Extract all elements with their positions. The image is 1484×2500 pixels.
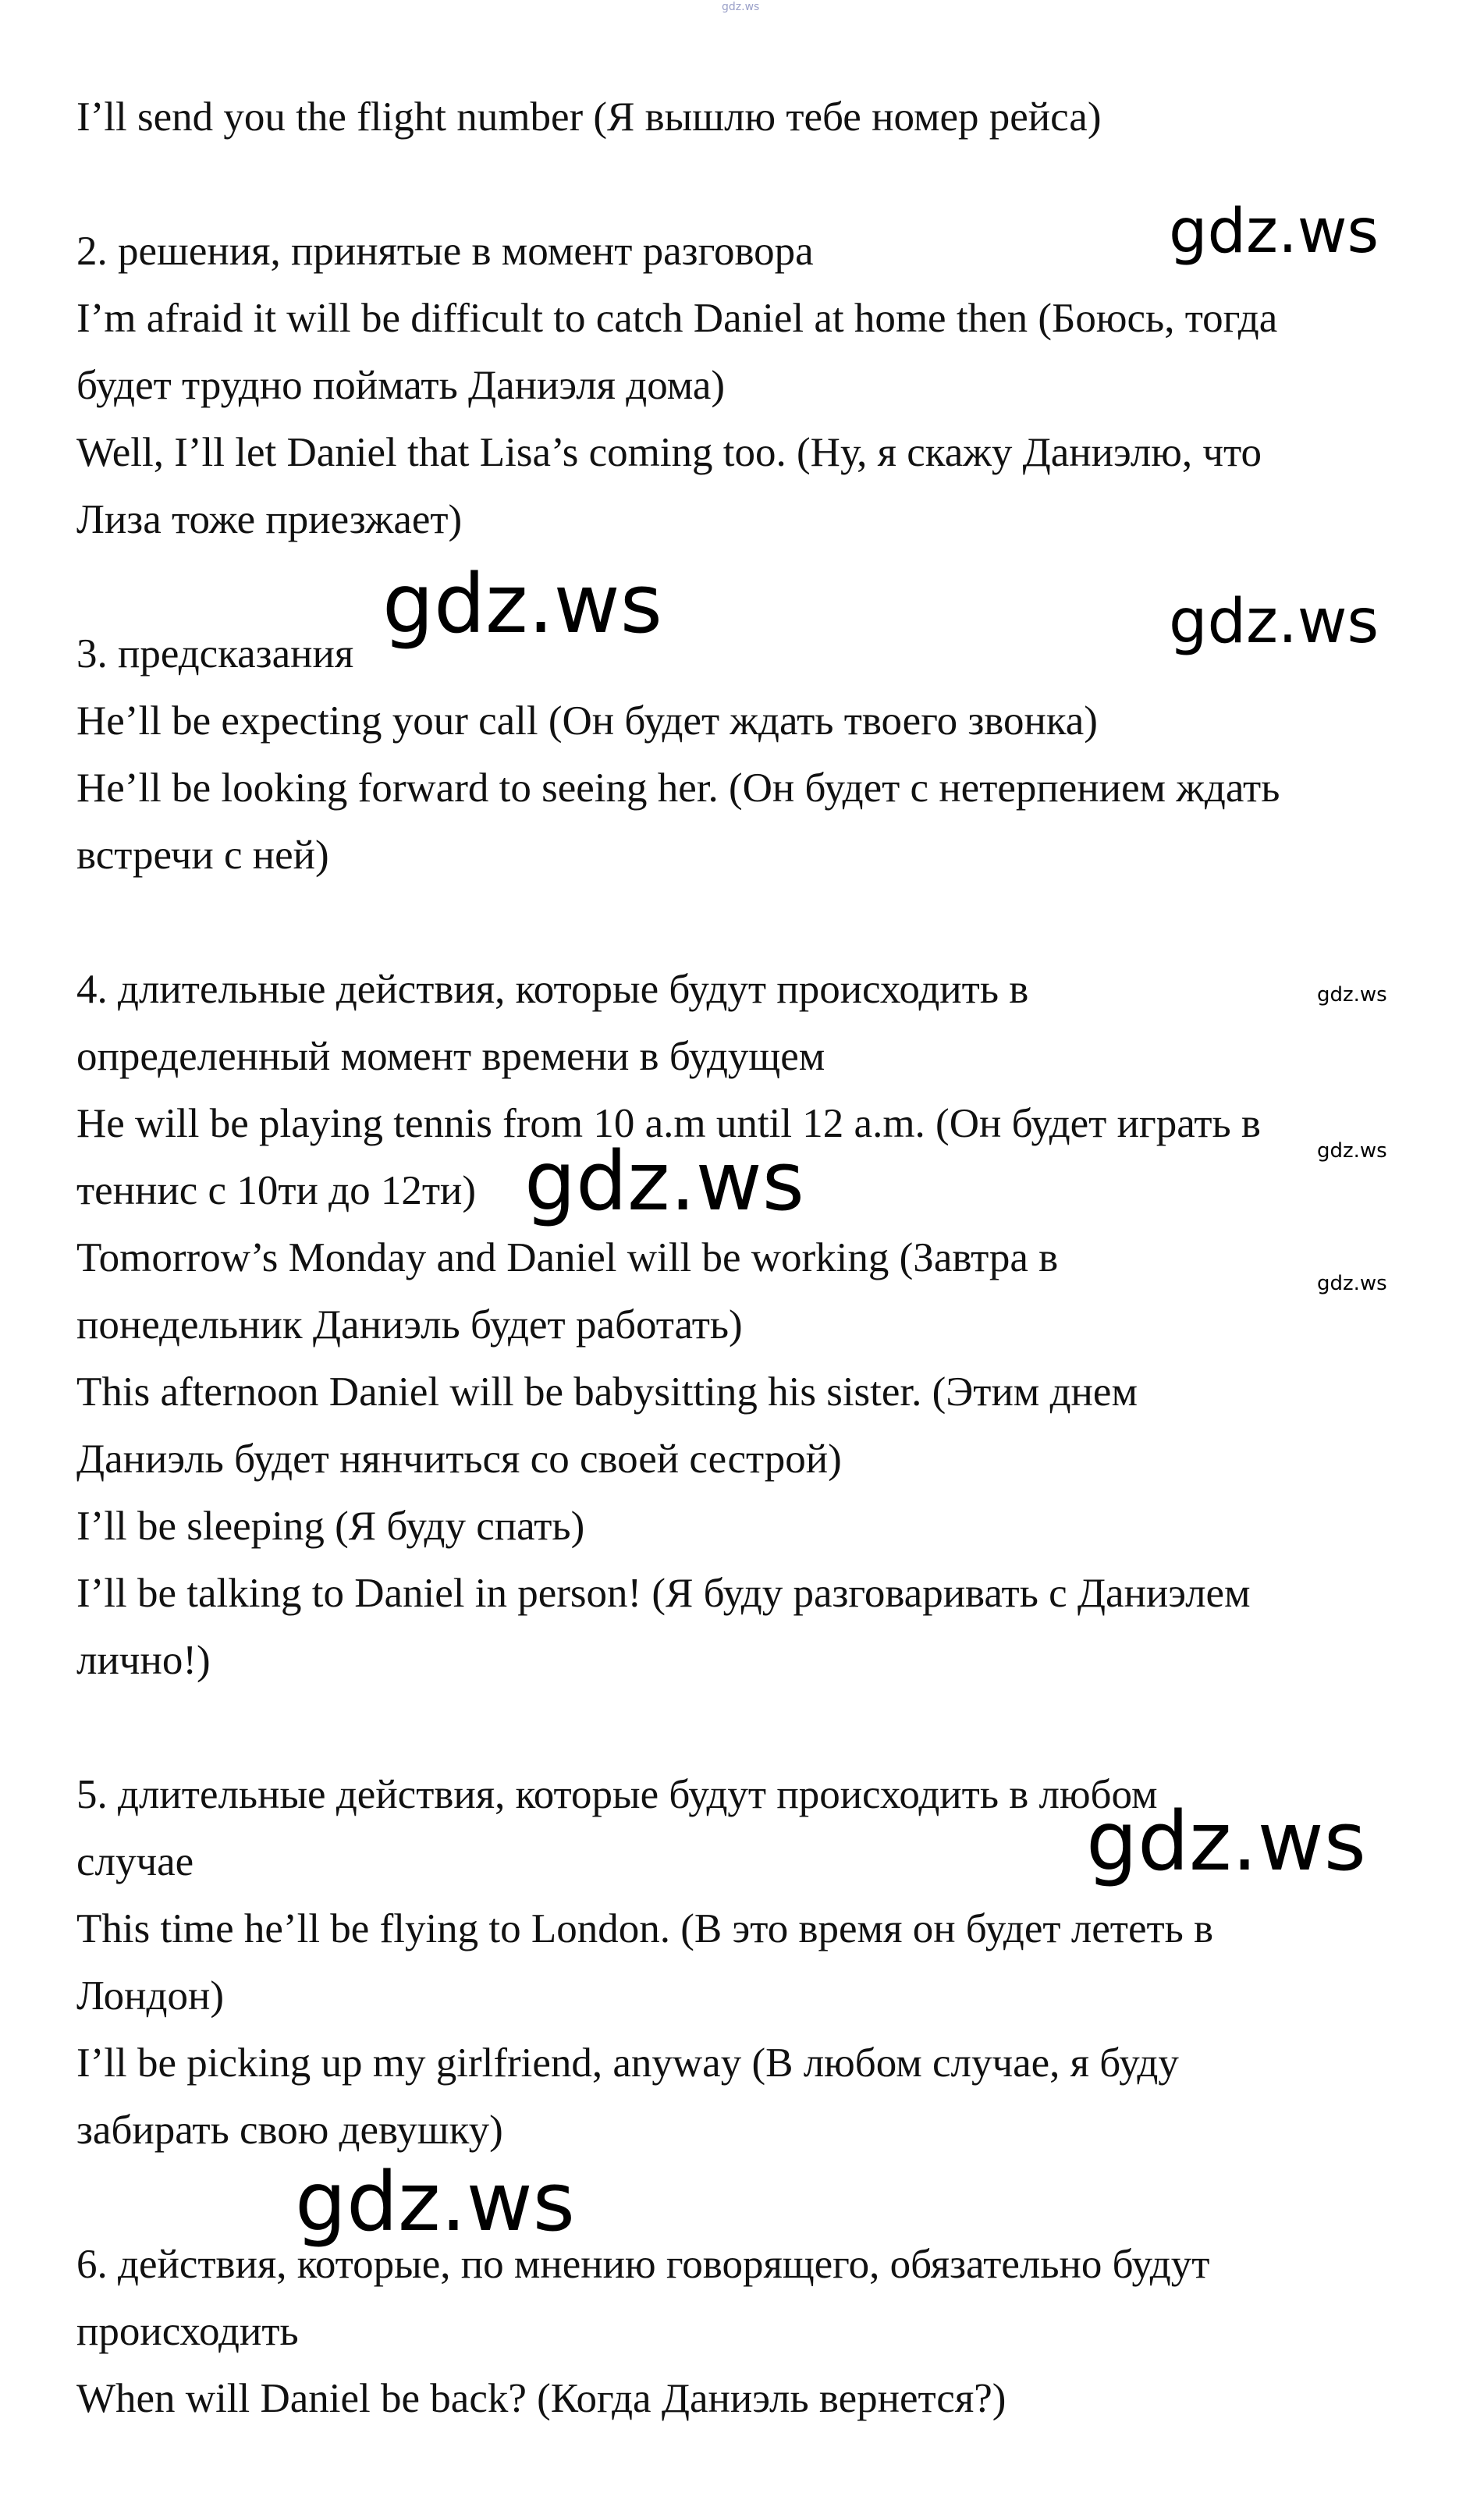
heading-decisions: 2. решения, принятые в момент разговора (76, 229, 814, 274)
line-expecting-call: He’ll be expecting your call (Он будет ждать твоего звонка) (76, 698, 1098, 744)
watermark: gdz.ws (1317, 1272, 1387, 1295)
line-talking-in-person-cont: лично!) (76, 1638, 211, 1683)
line-playing-tennis: He will be playing tennis from 10 a.m until 12 a.m. (Он будет играть в (76, 1101, 1261, 1146)
line-sleeping: I’ll be sleeping (Я буду спать) (76, 1504, 585, 1549)
header-watermark: gdz.ws (722, 1, 760, 13)
watermark: gdz.ws (295, 2154, 575, 2250)
heading-continuous-anyway: 5. длительные действия, которые будут происходить в любом (76, 1772, 1158, 1817)
line-flying-london: This time he’ll be flying to London. (В это время он будет лететь в (76, 1906, 1214, 1951)
line-flying-london-cont: Лондон) (76, 1973, 224, 2019)
line-babysitting: This afternoon Daniel will be babysitting his sister. (Этим днем (76, 1369, 1138, 1415)
line-when-back: When will Daniel be back? (Когда Даниэль вернется?) (76, 2376, 1006, 2421)
watermark: gdz.ws (524, 1134, 804, 1229)
line-let-daniel-cont: Лиза тоже приезжает) (76, 497, 463, 542)
line-playing-tennis-cont: теннис с 10ти до 12ти) (76, 1168, 476, 1213)
line-flight-number: I’ll send you the flight number (Я вышлю тебе номер рейса) (76, 94, 1102, 140)
watermark: gdz.ws (382, 556, 662, 652)
line-afraid-difficult-cont: будет трудно поймать Даниэля дома) (76, 363, 726, 408)
line-tomorrow-monday: Tomorrow’s Monday and Daniel will be working (Завтра в (76, 1235, 1059, 1280)
line-picking-up: I’ll be picking up my girlfriend, anyway (В любом случае, я буду (76, 2040, 1179, 2086)
line-looking-forward: He’ll be looking forward to seeing her. (Он будет с нетерпением ждать (76, 765, 1280, 811)
line-afraid-difficult: I’m afraid it will be difficult to catch Daniel at home then (Боюсь, тогда (76, 296, 1278, 341)
heading-certain-actions-cont: происходить (76, 2309, 299, 2354)
line-babysitting-cont: Даниэль будет нянчиться со своей сестрой) (76, 1436, 842, 1482)
watermark: gdz.ws (1086, 1794, 1366, 1889)
heading-continuous-moment: 4. длительные действия, которые будут происходить в (76, 967, 1029, 1012)
line-talking-in-person: I’ll be talking to Daniel in person! (Я буду разговаривать с Даниэлем (76, 1571, 1251, 1616)
watermark: gdz.ws (1317, 1139, 1387, 1163)
line-let-daniel: Well, I’ll let Daniel that Lisa’s coming too. (Ну, я скажу Даниэлю, что (76, 430, 1262, 475)
heading-continuous-anyway-cont: случае (76, 1839, 194, 1884)
watermark: gdz.ws (1317, 983, 1387, 1007)
heading-continuous-moment-cont: определенный момент времени в будущем (76, 1034, 825, 1079)
line-picking-up-cont: забирать свою девушку) (76, 2108, 503, 2153)
watermark: gdz.ws (1169, 587, 1379, 657)
line-looking-forward-cont: встречи с ней) (76, 833, 329, 878)
line-tomorrow-monday-cont: понедельник Даниэль будет работать) (76, 1302, 743, 1348)
watermark: gdz.ws (1169, 197, 1379, 267)
heading-predictions: 3. предсказания (76, 631, 354, 676)
heading-certain-actions: 6. действия, которые, по мнению говорящего, обязательно будут (76, 2242, 1210, 2287)
